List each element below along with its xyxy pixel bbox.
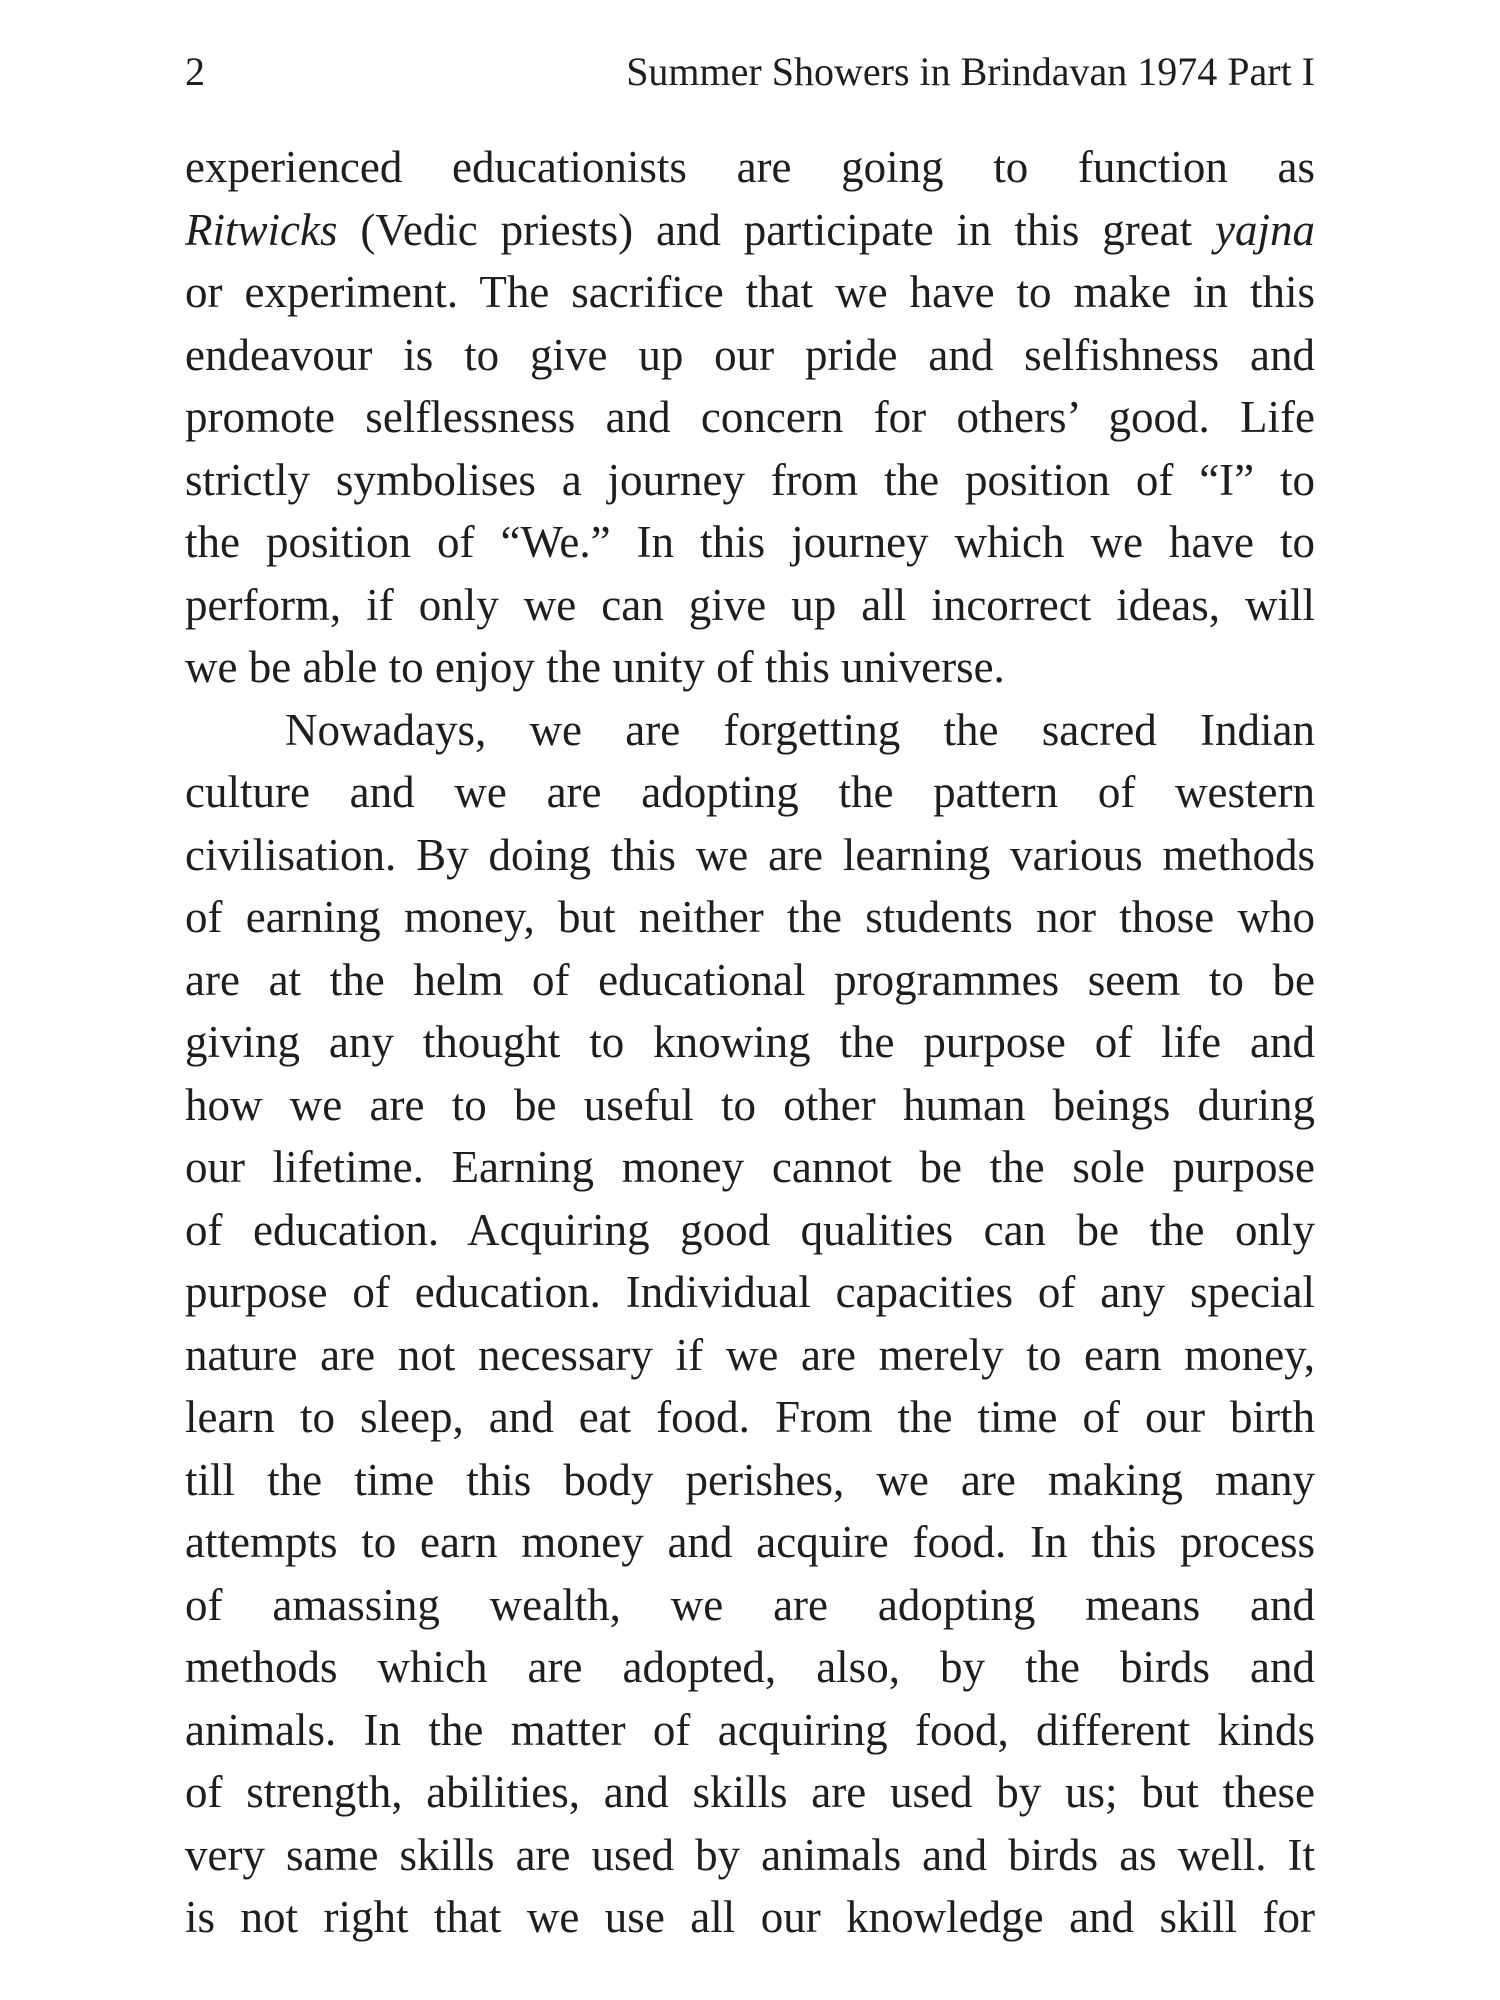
text-line: is not right that we use all our knowledge and skill for <box>185 1892 1315 1942</box>
page-number: 2 <box>185 49 205 94</box>
text-line: till the time this body perishes, we are making many <box>185 1454 1315 1505</box>
text-line: nature are not necessary if we are merely to earn money, <box>185 1329 1315 1380</box>
text-line: purpose of education. Individual capacities of any special <box>185 1267 1315 1317</box>
text-line: learn to sleep, and eat food. From the time of our birth <box>185 1392 1315 1442</box>
text-line: culture and we are adopting the pattern of western <box>185 767 1315 817</box>
italic-term: yajna <box>1215 204 1315 255</box>
text-line: giving any thought to knowing the purpose of life and <box>185 1017 1315 1067</box>
text-line: animals. In the matter of acquiring food, different kinds <box>185 1704 1315 1755</box>
text-line <box>185 199 1315 262</box>
text-line: are at the helm of educational programmes seem to be <box>185 954 1315 1005</box>
paragraph-1 <box>185 136 1315 699</box>
text-line: civilisation. By doing this we are learning various methods <box>185 829 1315 880</box>
text-line: or experiment. The sacrifice that we have to make in this <box>185 267 1315 317</box>
text-line: perform, if only we can give up all incorrect ideas, will <box>185 579 1315 630</box>
running-header <box>185 42 1315 102</box>
body-text <box>185 136 1315 1949</box>
running-title: Summer Showers in Brindavan 1974 Part I <box>626 49 1315 94</box>
text-line: of strength, abilities, and skills are used by us; but these <box>185 1767 1315 1817</box>
text-run: (Vedic priests) and participate in this great <box>337 204 1216 255</box>
text-line: we be able to enjoy the unity of this universe. <box>185 642 1005 692</box>
text-line: how we are to be useful to other human beings during <box>185 1079 1315 1130</box>
text-line: strictly symbolises a journey from the position of “I” to <box>185 454 1315 505</box>
text-line: the position of “We.” In this journey which we have to <box>185 517 1315 567</box>
text-line: Nowadays, we are forgetting the sacred Indian <box>285 704 1315 755</box>
text-line: of amassing wealth, we are adopting means and <box>185 1579 1315 1630</box>
text-line: promote selflessness and concern for others’ good. Life <box>185 392 1315 442</box>
text-line: our lifetime. Earning money cannot be the sole purpose <box>185 1142 1315 1192</box>
text-line: attempts to earn money and acquire food. In this process <box>185 1517 1315 1567</box>
text-line: experienced educationists are going to function as <box>185 142 1315 192</box>
text-line: very same skills are used by animals and birds as well. It <box>185 1829 1315 1880</box>
text-line: of education. Acquiring good qualities can be the only <box>185 1204 1315 1255</box>
paragraph-2 <box>185 699 1315 1949</box>
text-line: methods which are adopted, also, by the birds and <box>185 1642 1315 1692</box>
text-line: endeavour is to give up our pride and selfishness and <box>185 329 1315 380</box>
text-line: of earning money, but neither the students nor those who <box>185 892 1315 942</box>
italic-term: Ritwicks <box>185 204 338 255</box>
